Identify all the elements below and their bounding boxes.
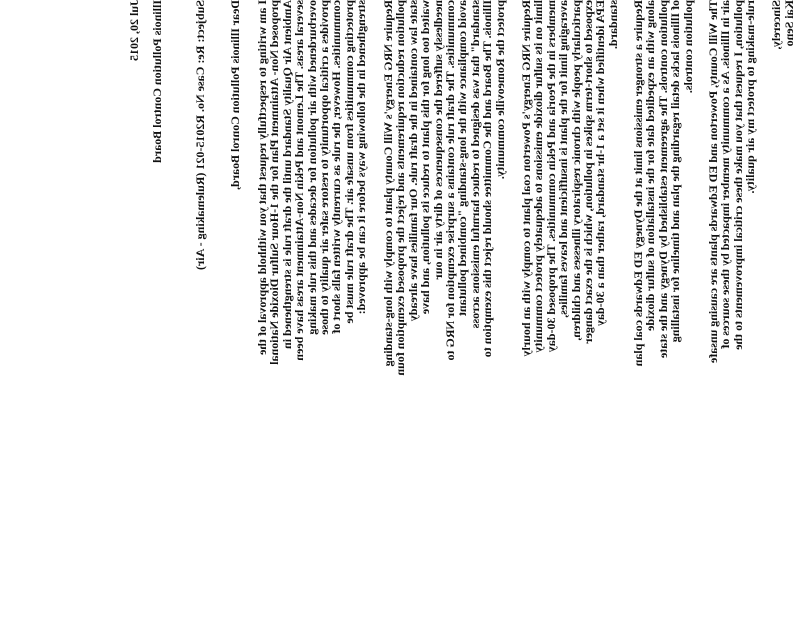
text-line: pollution controls. — [680, 0, 695, 94]
text-line: Illinois. The Board and the Committee should reject this exemption to — [480, 0, 495, 358]
text-line: avoid compliance with the long-standing "combined pollutant — [455, 0, 470, 317]
text-line: limit on its sulfur dioxide emissions to adequately protect community — [531, 0, 546, 353]
text-line: of Illinois lacks detail regarding the plan and timeline for installing — [668, 0, 683, 343]
text-line: provides a critical opportunity to restore safer air quality to those — [317, 0, 332, 335]
text-line: Require NRG Energy's Will County plant to comply with long-standing — [381, 0, 395, 367]
text-line: pollution, I request that you make these critical improvements to the — [730, 0, 745, 350]
text-line: Require a stronger emissions limit at the Dynegy ED Edwards coal plan — [631, 0, 645, 367]
text-line: state law contained in the draft rule. Our families have already — [405, 0, 420, 322]
text-line: protect the Romeoville community. — [492, 0, 507, 180]
text-line: along with an expedited date for the installation of sulfur dioxide — [643, 0, 658, 331]
text-line: The Will County, Powerton and ED Edwards plants are causing unsafe — [706, 0, 720, 364]
text-line: overburdened with air pollution for decades and this rule making — [304, 0, 319, 335]
text-line: EPA identified when it set a 1-hr standard, rather than a 30-day — [593, 0, 608, 327]
text-line: air in Illinois. As a community member impacted by these sources of — [718, 0, 733, 349]
text-line: communities. However, the rule as currently written falls short of — [329, 0, 344, 334]
text-line: standard. — [605, 0, 620, 50]
text-line: particularly people with chronic respiratory illnesses and children, — [568, 0, 583, 341]
text-line: waited too long for this plant to reduce its pollution, and have — [418, 0, 433, 315]
letter-signature: Kai Seno — [782, 0, 796, 47]
text-line: exposed to short-term spikes in pollution, which is the exact danger — [581, 0, 596, 344]
paragraph-request — [256, 0, 368, 618]
text-line: members in the Peoria and Pekin communities. The proposed 30-day — [543, 0, 558, 353]
text-line: rule-making to protect my air quality. — [743, 0, 758, 194]
text-line: proposed Non- Attainment Plan for the 1-Hour Sulfur Dioxide National — [267, 0, 282, 365]
letter-salutation: Dear Illinois Pollution Conrol Board, — [228, 0, 242, 190]
text-line: Ambient Air Quality Standard until the draft rule is strengthened in — [279, 0, 294, 349]
text-line: pollution reduction requirements and reject the proposed exemption foun — [393, 0, 408, 376]
text-line: several areas. The Lemont and Pekin Non-Attainment areas have been — [292, 0, 307, 361]
letter-closing: Sincerely, — [769, 0, 783, 50]
text-line: I am writing to respectfully request that you withhold approval of the — [255, 0, 269, 356]
text-line: communities. The draft rule contains a surprise exemption for NRG to — [443, 0, 458, 361]
letter-subject: Subject: Re: Case No. R2015-021 (Rulemaking - Air) — [193, 0, 207, 270]
text-line: needlessly suffered the consequences of dirty air in our — [430, 0, 445, 280]
text-line: pollution controls. The agreement established by Dynegy and the state — [655, 0, 670, 359]
text-line: averaging limit for the plant is insufficient and leaves families, — [556, 0, 571, 318]
letter-recipient: Illinois Pollution Control Board — [150, 0, 164, 163]
letter-date: Jul 20, 2015 — [127, 0, 141, 62]
paragraph-powerton — [520, 0, 619, 618]
text-line: standard" that was designed to reduce harmful emissions across — [467, 0, 482, 329]
paragraph-conclusion — [707, 0, 757, 618]
text-line: Require NRG Energy's Powerton coal plant to comply with an hourly — [519, 0, 533, 357]
text-line: strengthened in the following ways before it can be approved: — [354, 0, 369, 315]
paragraph-will-county — [382, 0, 506, 618]
text-line: protecting communities from unsafe air. The draft rule must be — [341, 0, 356, 324]
paragraph-ed-edwards — [632, 0, 694, 618]
